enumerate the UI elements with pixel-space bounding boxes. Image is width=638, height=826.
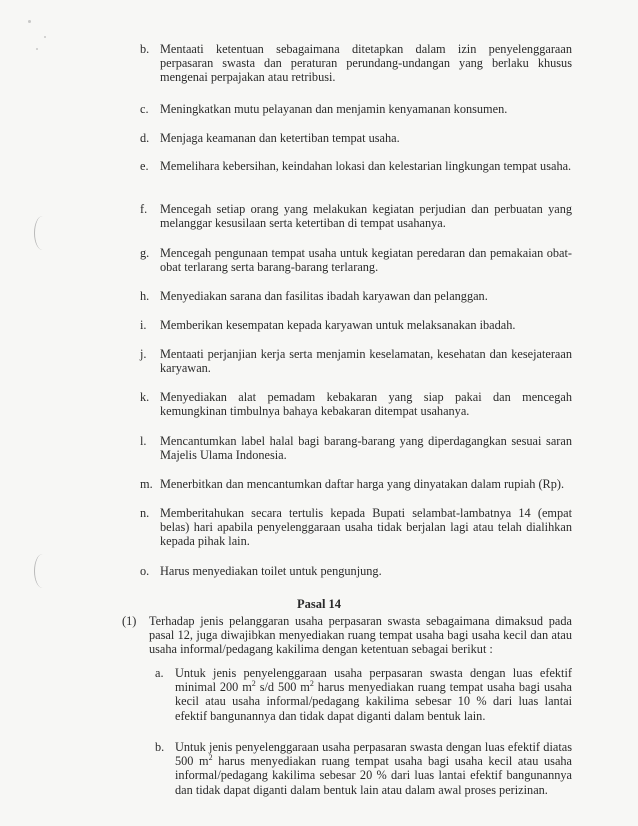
list-item-text: Mencegah setiap orang yang melakukan kegiatan perjudian dan perbuatan yang melanggar kesusilaan serta ketertiban di tempat usahanya.	[160, 202, 572, 231]
list-item	[140, 42, 572, 85]
list-item-label: h.	[140, 289, 150, 303]
list-item-label: l.	[140, 434, 147, 448]
list-item	[140, 318, 572, 332]
list-item-text: Meningkatkan mutu pelayanan dan menjamin kenyamanan konsumen.	[160, 102, 508, 116]
sub-item	[155, 740, 572, 797]
list-item	[140, 246, 572, 274]
list-item-text: Mencantumkan label halal bagi barang-barang yang diperdagangkan sesuai saran Majelis Ulama Indonesia.	[160, 434, 572, 463]
list-item	[140, 434, 572, 462]
list-item-text: Harus menyediakan toilet untuk pengunjung.	[160, 564, 382, 578]
list-item	[140, 564, 572, 578]
list-item	[140, 390, 572, 418]
list-item-label: n.	[140, 506, 150, 520]
scan-speck	[44, 36, 46, 38]
sub-item-label: a.	[155, 666, 164, 680]
punch-hole-mark	[34, 216, 51, 250]
sub-item-text: Untuk jenis penyelenggaraan usaha perpasaran swasta dengan luas efektif diatas 500 $m^2$ harus menyediakan ruang tempat usaha bagi usaha kecil atau usaha informal/pedagang kakilima sebesar 20 % dari luas lantai efektif bangunannya dan tidak dapat diganti dalam bentuk lain atau dalam awal proses perizinan.	[175, 740, 573, 797]
list-item-text: Menjaga keamanan dan ketertiban tempat usaha.	[160, 131, 400, 145]
list-item-text: Menyediakan sarana dan fasilitas ibadah karyawan dan pelanggan.	[160, 289, 488, 303]
list-item-label: k.	[140, 390, 150, 404]
list-item	[140, 131, 572, 145]
scan-speck	[28, 20, 31, 23]
list-item	[140, 102, 572, 116]
punch-hole-mark	[34, 554, 51, 588]
list-item	[140, 289, 572, 303]
scan-speck	[36, 48, 38, 50]
paragraph-number: (1)	[122, 614, 137, 628]
sub-item-text: Untuk jenis penyelenggaraan usaha perpasaran swasta dengan luas efektif minimal 200 $m^2$ s/d 500 $m^2$ harus menyediakan ruang tempat usaha bagi usaha kecil atau usaha informal/pedagang kakilima sebesar 10 % dari luas lantai efektif bangunannya dan tidak dapat diganti dalam bentuk lain.	[175, 666, 572, 723]
list-item-text: Memelihara kebersihan, keindahan lokasi dan kelestarian lingkungan tempat usaha.	[160, 159, 572, 173]
sub-item-label: b.	[155, 740, 165, 754]
list-item	[140, 202, 572, 230]
list-item-text: Mentaati perjanjian kerja serta menjamin keselamatan, kesehatan dan kesejateraan karyawan.	[160, 347, 572, 376]
list-item-label: b.	[140, 42, 150, 56]
list-item-label: o.	[140, 564, 150, 578]
list-item-text: Menyediakan alat pemadam kebakaran yang siap pakai dan mencegah kemungkinan timbulnya bahaya kebakaran ditempat usahanya.	[160, 390, 572, 419]
list-item	[140, 477, 572, 491]
list-item-label: e.	[140, 159, 149, 173]
list-item-label: g.	[140, 246, 150, 260]
numbered-paragraph	[122, 614, 572, 657]
list-item-label: c.	[140, 102, 149, 116]
list-item-label: m.	[140, 477, 153, 491]
list-item-text: Memberikan kesempatan kepada karyawan untuk melaksanakan ibadah.	[160, 318, 516, 332]
paragraph-text: Terhadap jenis pelanggaran usaha perpasaran swasta sebagaimana dimaksud pada pasal 12, juga diwajibkan menyediakan ruang tempat usaha bagi usaha kecil dan atau usaha informal/pedagang kakilima dengan ketentuan sebagai berikut :	[149, 614, 572, 657]
list-item-text: Menerbitkan dan mencantumkan daftar harga yang dinyatakan dalam rupiah (Rp).	[160, 477, 565, 491]
list-item-label: i.	[140, 318, 147, 332]
list-item-label: d.	[140, 131, 150, 145]
list-item-label: f.	[140, 202, 148, 216]
section-title: Pasal 14	[296, 597, 342, 611]
list-item-text: Mencegah pengunaan tempat usaha untuk kegiatan peredaran dan pemakaian obat-obat terlarang serta barang-barang terlarang.	[160, 246, 572, 275]
list-item-text: Memberitahukan secara tertulis kepada Bupati selambat-lambatnya 14 (empat belas) hari apabila penyelenggaraan usaha tidak berjalan lagi atau telah dialihkan kepada pihak lain.	[160, 506, 572, 549]
list-item	[140, 347, 572, 375]
list-item	[140, 159, 572, 173]
list-item-text: Mentaati ketentuan sebagaimana ditetapkan dalam izin penyelenggaraan perpasaran swasta dan peraturan perundang-undangan yang berlaku khusus mengenai perpajakan atau retribusi.	[160, 42, 572, 85]
list-item	[140, 506, 572, 549]
sub-item	[155, 666, 572, 723]
list-item-label: j.	[140, 347, 147, 361]
